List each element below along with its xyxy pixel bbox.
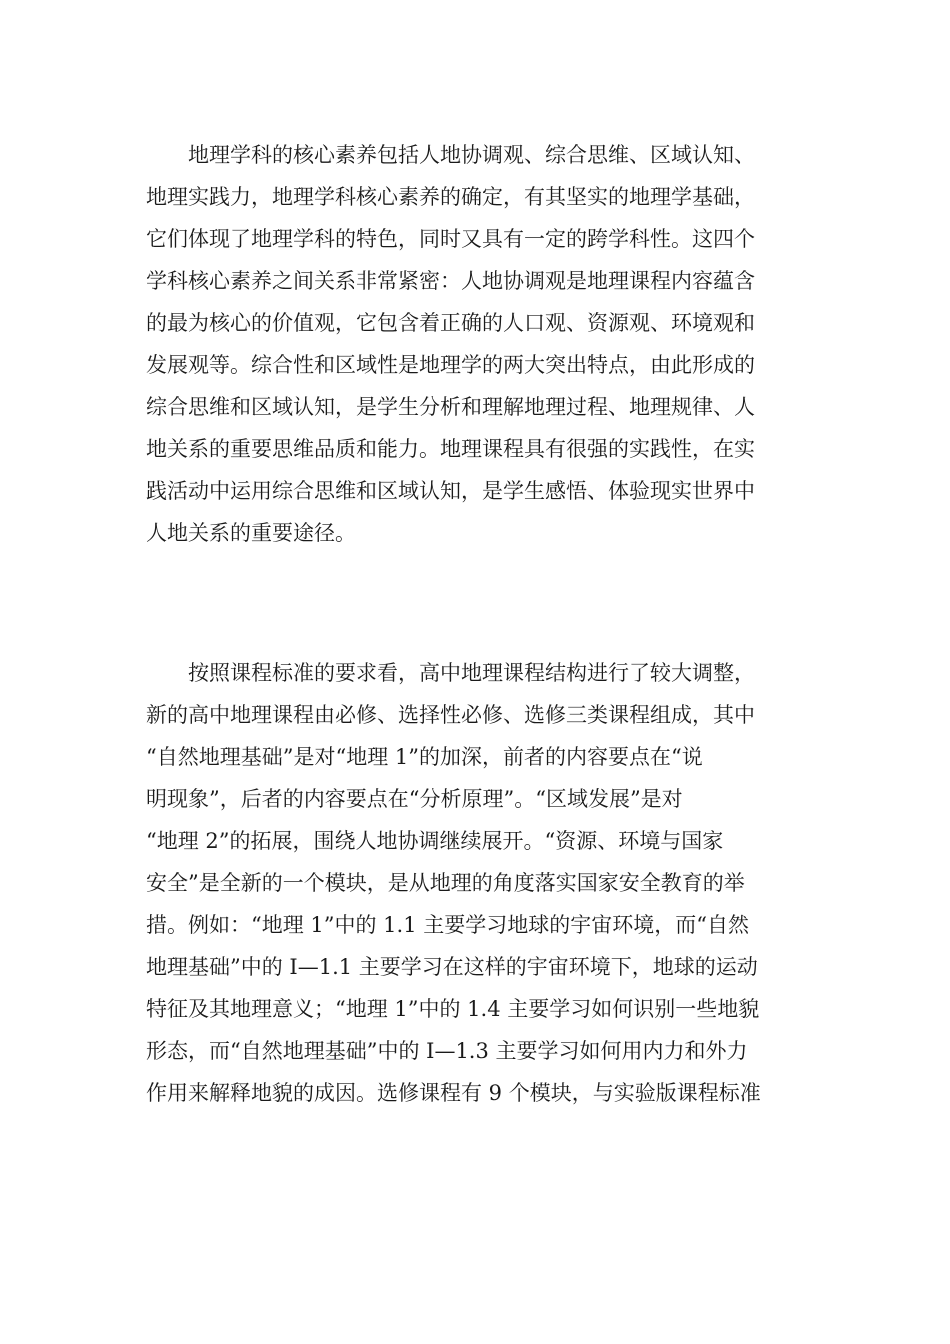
text-line: 作用来解释地貌的成因。选修课程有 9 个模块，与实验版课程标准 <box>146 1081 761 1105</box>
text-line: “地理 2”的拓展，围绕人地协调继续展开。“资源、环境与国家 <box>146 829 724 853</box>
text-line: 形态，而“自然地理基础”中的 I—1.3 主要学习如何用内力和外力 <box>146 1039 748 1063</box>
text-line: 措。例如：“地理 1”中的 1.1 主要学习地球的宇宙环境，而“自然 <box>146 913 749 937</box>
text-line: 安全”是全新的一个模块，是从地理的角度落实国家安全教育的举 <box>146 871 745 895</box>
text-line: 地理学科的核心素养包括人地协调观、综合思维、区域认知、 <box>188 143 755 167</box>
text-line: 学科核心素养之间关系非常紧密：人地协调观是地理课程内容蕴含 <box>146 269 755 293</box>
text-line: 人地关系的重要途径。 <box>146 521 356 545</box>
paragraph-curriculum-structure <box>146 652 816 1114</box>
text-line: 按照课程标准的要求看，高中地理课程结构进行了较大调整， <box>188 661 755 685</box>
text-line: 的最为核心的价值观，它包含着正确的人口观、资源观、环境观和 <box>146 311 755 335</box>
text-line: 新的高中地理课程由必修、选择性必修、选修三类课程组成，其中 <box>146 703 755 727</box>
paragraph-core-literacy <box>146 134 816 554</box>
text-line: 发展观等。综合性和区域性是地理学的两大突出特点，由此形成的 <box>146 353 755 377</box>
text-line: 特征及其地理意义；“地理 1”中的 1.4 主要学习如何识别一些地貌 <box>146 997 760 1021</box>
text-line: 践活动中运用综合思维和区域认知，是学生感悟、体验现实世界中 <box>146 479 755 503</box>
text-line: 它们体现了地理学科的特色，同时又具有一定的跨学科性。这四个 <box>146 227 755 251</box>
text-line: 地理基础”中的 I—1.1 主要学习在这样的宇宙环境下，地球的运动 <box>146 955 758 979</box>
text-line: 地理实践力，地理学科核心素养的确定，有其坚实的地理学基础， <box>146 185 755 209</box>
text-line: “自然地理基础”是对“地理 1”的加深，前者的内容要点在“说 <box>146 745 703 769</box>
text-line: 综合思维和区域认知，是学生分析和理解地理过程、地理规律、人 <box>146 395 755 419</box>
text-line: 明现象”，后者的内容要点在“分析原理”。“区域发展”是对 <box>146 787 683 811</box>
text-line: 地关系的重要思维品质和能力。地理课程具有很强的实践性，在实 <box>146 437 755 461</box>
